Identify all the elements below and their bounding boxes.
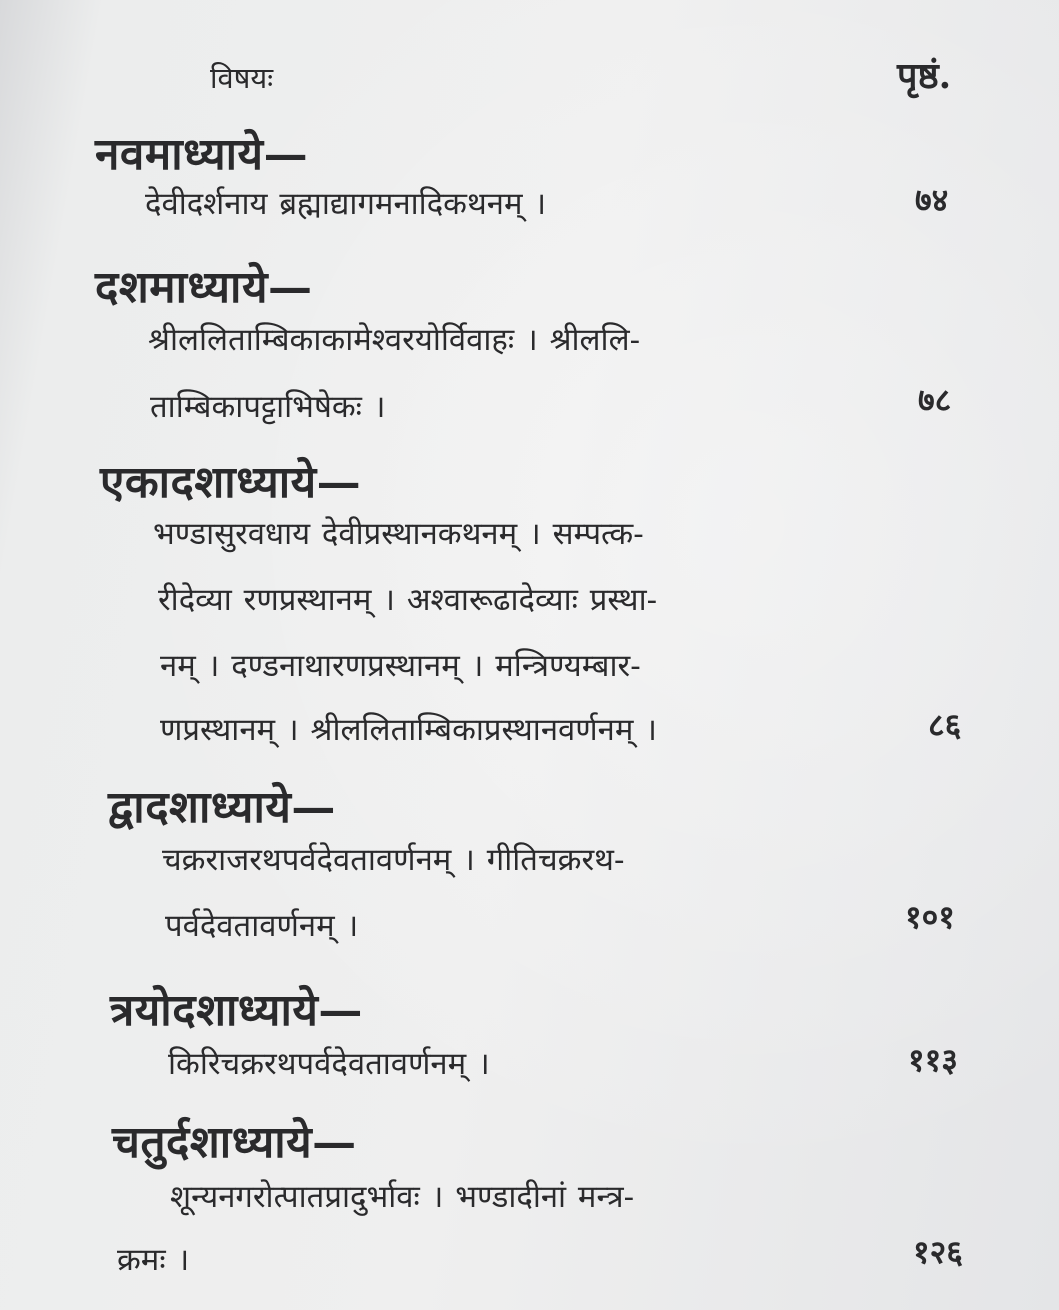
page-number: ८६ [928,706,962,744]
toc-line: चक्रराजरथपर्वदेवतावर्णनम् । गीतिचक्ररथ- [162,842,625,878]
toc-line: रीदेव्या रणप्रस्थानम् । अश्वारूढादेव्याः प्रस्था- [158,582,658,618]
page-number: १२६ [913,1233,963,1271]
page-column-header: पृष्ठं. [897,55,952,97]
toc-line: शून्यनगरोत्पातप्रादुर्भावः । भण्डादीनां मन्त्र- [170,1179,635,1215]
toc-line: किरिचक्ररथपर्वदेवतावर्णनम् । [168,1046,490,1082]
toc-line: पर्वदेवतावर्णनम् । [165,908,359,944]
toc-line: नम् । दण्डनाथारणप्रस्थानम् । मन्त्रिण्यम्बार- [160,648,641,684]
subject-column-header: विषयः [210,61,274,95]
chapter-heading: एकादशाध्याये— [100,457,362,508]
chapter-heading: दशमाध्याये— [95,262,313,313]
toc-line: ताम्बिकापट्टाभिषेकः । [150,389,386,425]
chapter-heading: द्वादशाध्याये— [108,782,336,833]
toc-line: णप्रस्थानम् । श्रीललिताम्बिकाप्रस्थानवर्णनम् । [160,712,658,748]
page-number: १०१ [905,898,955,936]
toc-line: श्रीललिताम्बिकाकामेश्वरयोर्विवाहः । श्रीललि- [148,322,641,358]
page-number: ७८ [918,381,952,419]
toc-line: क्रमः । [117,1242,190,1278]
toc-line: भण्डासुरवधाय देवीप्रस्थानकथनम् । सम्पत्क- [153,516,644,552]
page-number: ७४ [915,181,949,219]
chapter-heading: चतुर्दशाध्याये— [112,1117,357,1168]
chapter-heading: नवमाध्याये— [95,129,309,180]
toc-line: देवीदर्शनाय ब्रह्माद्यागमनादिकथनम् । [145,186,547,222]
page-number: ११३ [908,1041,958,1079]
chapter-heading: त्रयोदशाध्याये— [110,985,363,1036]
